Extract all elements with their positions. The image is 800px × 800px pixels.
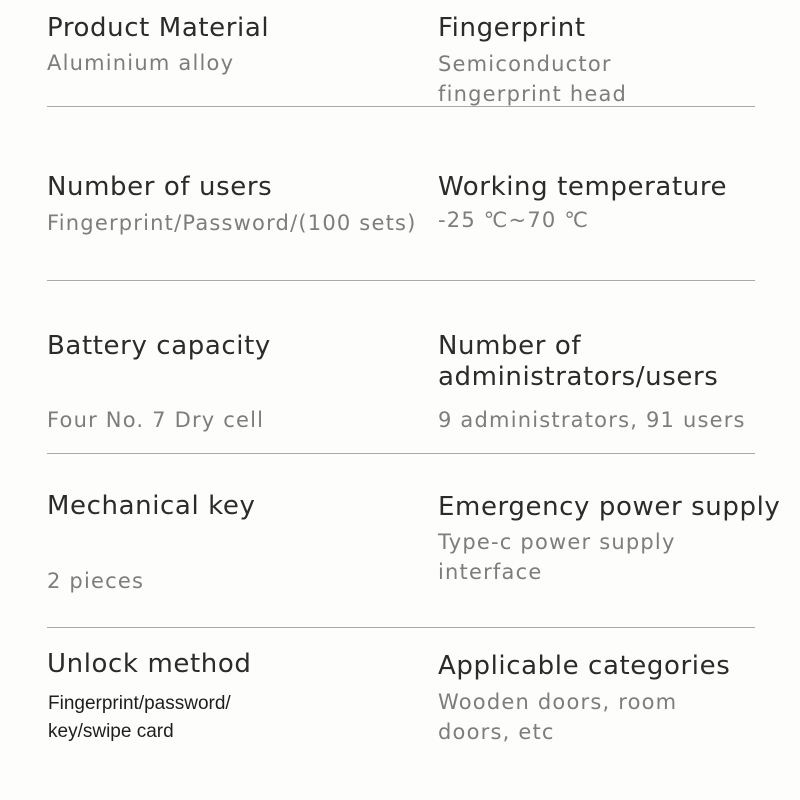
row-divider xyxy=(47,106,755,107)
applicable-categories-value-line-1: Wooden doors, room xyxy=(438,690,678,714)
product-material-value: Aluminium alloy xyxy=(47,51,235,75)
unlock-method-value-line-1: Fingerprint/password/ xyxy=(48,693,231,714)
product-material-label: Product Material xyxy=(47,13,270,43)
fingerprint-value-line-1: Semiconductor xyxy=(438,52,612,76)
mechanical-key-value: 2 pieces xyxy=(47,569,145,593)
emergency-power-supply-value-line-2: interface xyxy=(438,560,543,584)
working-temperature-value: -25 ℃~70 ℃ xyxy=(438,208,590,232)
mechanical-key-label: Mechanical key xyxy=(47,491,256,521)
unlock-method-value-line-2: key/swipe card xyxy=(48,721,174,742)
row-divider xyxy=(47,627,755,628)
fingerprint-value-line-2: fingerprint head xyxy=(438,82,628,106)
unlock-method-label: Unlock method xyxy=(47,649,252,679)
applicable-categories-value-line-2: doors, etc xyxy=(438,720,555,744)
battery-capacity-label: Battery capacity xyxy=(47,331,271,361)
applicable-categories-label: Applicable categories xyxy=(438,651,731,681)
working-temperature-label: Working temperature xyxy=(438,172,728,202)
number-of-users-label: Number of users xyxy=(47,172,273,202)
administrators-users-label-line-1: Number of xyxy=(438,331,582,361)
row-divider xyxy=(47,453,755,454)
emergency-power-supply-label: Emergency power supply xyxy=(438,492,781,522)
row-divider xyxy=(47,280,755,281)
battery-capacity-value: Four No. 7 Dry cell xyxy=(47,408,265,432)
emergency-power-supply-value-line-1: Type-c power supply xyxy=(438,530,676,554)
administrators-users-label-line-2: administrators/users xyxy=(438,362,719,392)
fingerprint-label: Fingerprint xyxy=(438,13,586,43)
number-of-users-value: Fingerprint/Password/(100 sets) xyxy=(47,211,417,235)
administrators-users-value: 9 administrators, 91 users xyxy=(438,408,746,432)
